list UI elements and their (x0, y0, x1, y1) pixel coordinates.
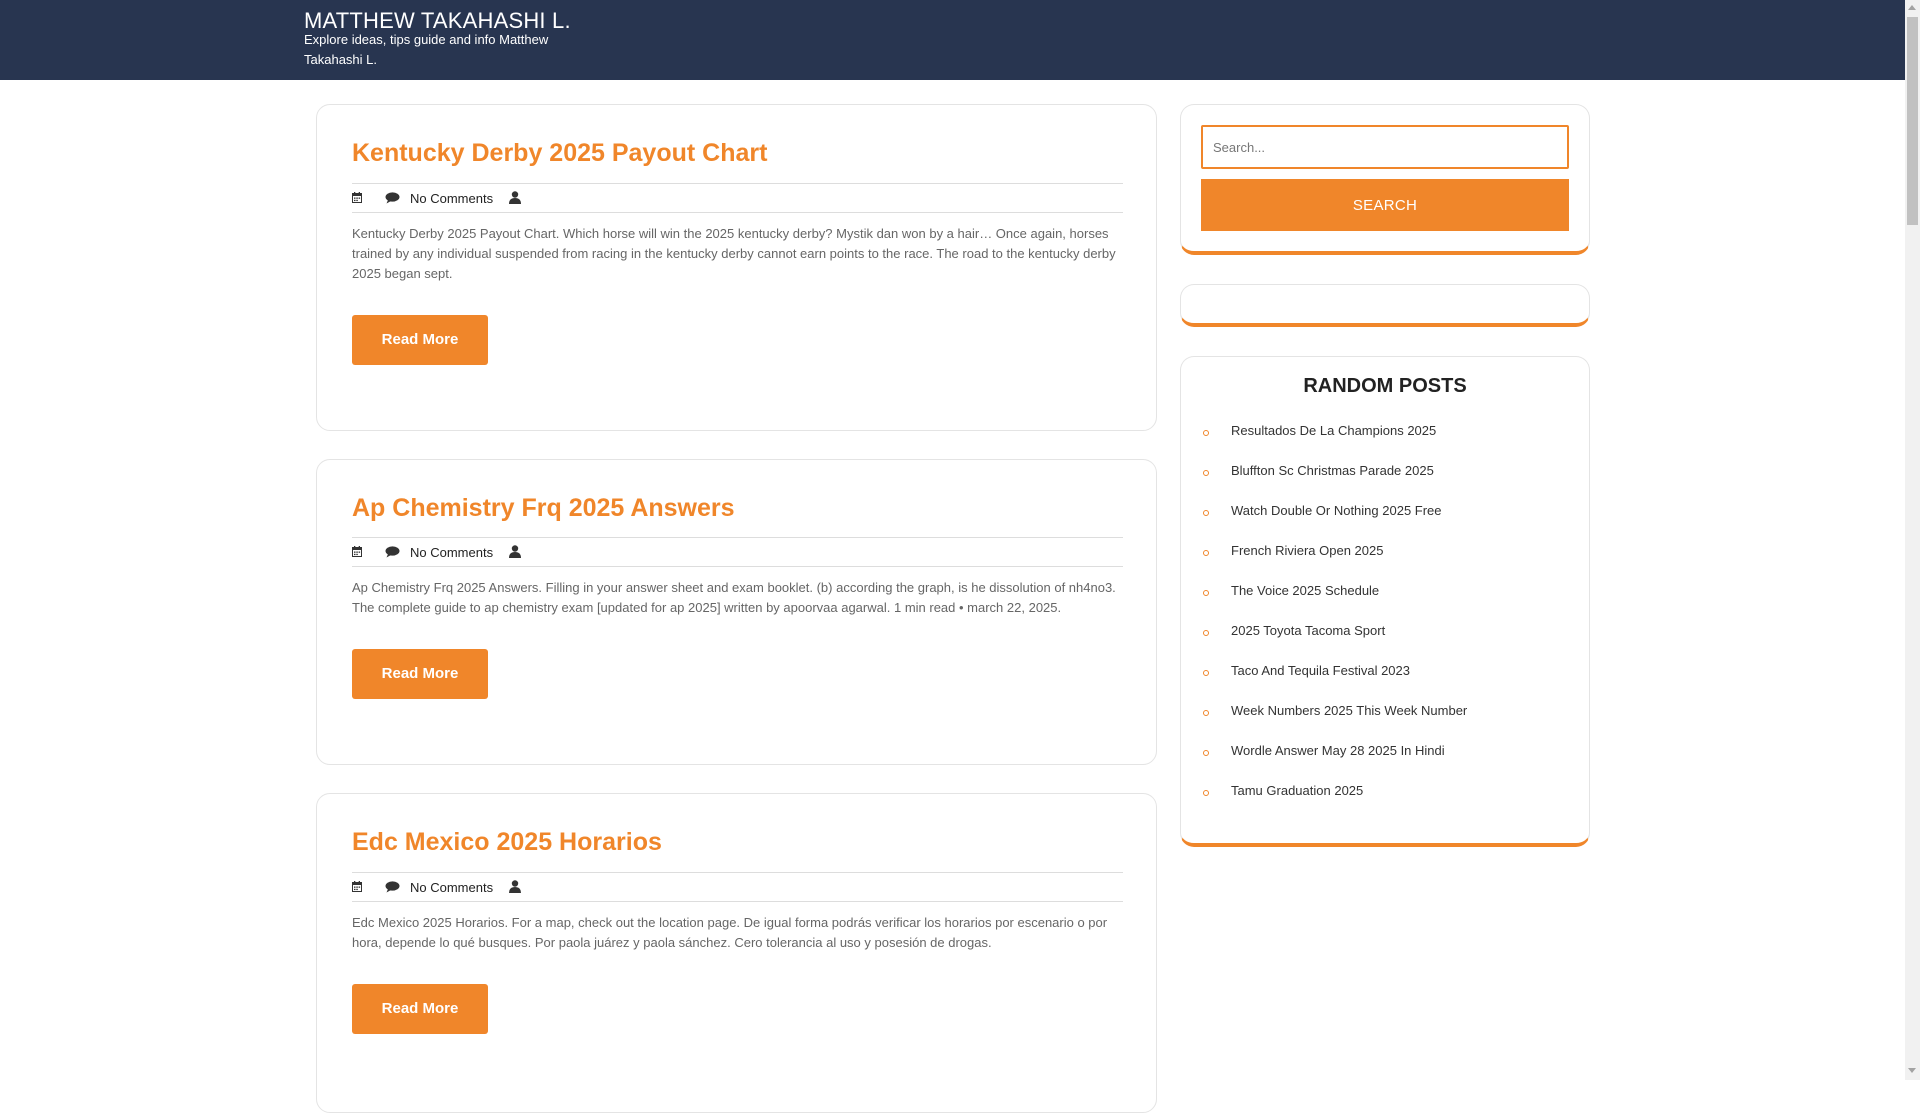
circle-bullet-icon (1203, 750, 1209, 756)
vertical-scrollbar[interactable] (1905, 0, 1920, 1080)
post-card (316, 104, 1157, 431)
post-title[interactable]: Ap Chemistry Frq 2025 Answers (352, 494, 735, 522)
random-post-link[interactable]: Week Numbers 2025 This Week Number (1231, 703, 1468, 718)
list-item (1201, 783, 1571, 803)
read-more-button[interactable]: Read More (352, 984, 488, 1034)
empty-widget (1180, 284, 1590, 327)
list-item (1201, 503, 1571, 523)
list-item (1201, 583, 1571, 603)
random-post-link[interactable]: 2025 Toyota Tacoma Sport (1231, 623, 1386, 638)
post-title[interactable]: Edc Mexico 2025 Horarios (352, 828, 662, 856)
post-card (316, 459, 1157, 765)
post-excerpt: Ap Chemistry Frq 2025 Answers. Filling in your answer sheet and exam booklet. (b) according the graph, is he dissolution of nh4no3. The complete guide to ap chemistry exam [updated for ap 2025] written by apoorvaa agarwal. 1 min read • march 22, 2025. (352, 580, 1116, 615)
scroll-down-arrow-icon[interactable] (1908, 1068, 1916, 1073)
site-description: Explore ideas, tips guide and info Matthew Takahashi L. (304, 32, 549, 67)
random-post-link[interactable]: Bluffton Sc Christmas Parade 2025 (1231, 463, 1434, 478)
comments-link[interactable]: No Comments (410, 191, 494, 206)
list-item (1201, 543, 1571, 563)
post-meta (352, 183, 1123, 213)
list-item (1201, 743, 1571, 763)
post-excerpt: Edc Mexico 2025 Horarios. For a map, check out the location page. De igual forma podrás verificar los horarios por escenario o por hora, depende lo qué busques. Por paola juárez y paola sánchez. Cero tolerancia al uso y posesión de drogas. (352, 915, 1108, 950)
widget-title: RANDOM POSTS (1303, 375, 1467, 397)
random-post-link[interactable]: Wordle Answer May 28 2025 In Hindi (1231, 743, 1445, 758)
search-input[interactable] (1201, 125, 1569, 169)
random-post-link[interactable]: Resultados De La Champions 2025 (1231, 423, 1437, 438)
search-button[interactable]: SEARCH (1201, 179, 1569, 231)
circle-bullet-icon (1203, 470, 1209, 476)
calendar-icon (352, 192, 362, 203)
list-item (1201, 423, 1571, 443)
list-item (1201, 463, 1571, 483)
post-title[interactable]: Kentucky Derby 2025 Payout Chart (352, 139, 768, 167)
comments-link[interactable]: No Comments (410, 545, 494, 560)
comments-link[interactable]: No Comments (410, 880, 494, 895)
circle-bullet-icon (1203, 510, 1209, 516)
list-item (1201, 703, 1571, 723)
scroll-up-arrow-icon[interactable] (1908, 5, 1916, 10)
comment-icon (385, 881, 400, 893)
site-title[interactable]: MATTHEW TAKAHASHI L. (304, 8, 571, 33)
comment-icon (385, 546, 400, 558)
circle-bullet-icon (1203, 430, 1209, 436)
random-post-link[interactable]: Taco And Tequila Festival 2023 (1231, 663, 1410, 678)
circle-bullet-icon (1203, 590, 1209, 596)
circle-bullet-icon (1203, 550, 1209, 556)
list-item (1201, 663, 1571, 683)
post-meta (352, 872, 1123, 902)
scrollbar-thumb[interactable] (1907, 17, 1918, 225)
circle-bullet-icon (1203, 790, 1209, 796)
random-post-link[interactable]: Watch Double Or Nothing 2025 Free (1231, 503, 1442, 518)
comment-icon (385, 192, 400, 204)
user-icon (509, 880, 521, 893)
post-card (316, 793, 1157, 1113)
random-post-link[interactable]: Tamu Graduation 2025 (1231, 783, 1364, 798)
post-meta (352, 537, 1123, 567)
random-posts-widget (1180, 356, 1590, 847)
post-excerpt: Kentucky Derby 2025 Payout Chart. Which horse will win the 2025 kentucky derby? Mystik dan won by a hair… Once again, horses trained by any individual suspended from racing in the kentucky derby cannot earn points to the race. The road to the kentucky derby 2025 began sept. (352, 226, 1116, 281)
circle-bullet-icon (1203, 670, 1209, 676)
calendar-icon (352, 546, 362, 557)
read-more-button[interactable]: Read More (352, 315, 488, 365)
circle-bullet-icon (1203, 710, 1209, 716)
random-post-link[interactable]: French Riviera Open 2025 (1231, 543, 1384, 558)
site-header (0, 0, 1905, 80)
user-icon (509, 191, 521, 204)
calendar-icon (352, 881, 362, 892)
circle-bullet-icon (1203, 630, 1209, 636)
list-item (1201, 623, 1571, 643)
read-more-button[interactable]: Read More (352, 649, 488, 699)
user-icon (509, 545, 521, 558)
random-post-link[interactable]: The Voice 2025 Schedule (1231, 583, 1380, 598)
search-widget (1180, 104, 1590, 255)
